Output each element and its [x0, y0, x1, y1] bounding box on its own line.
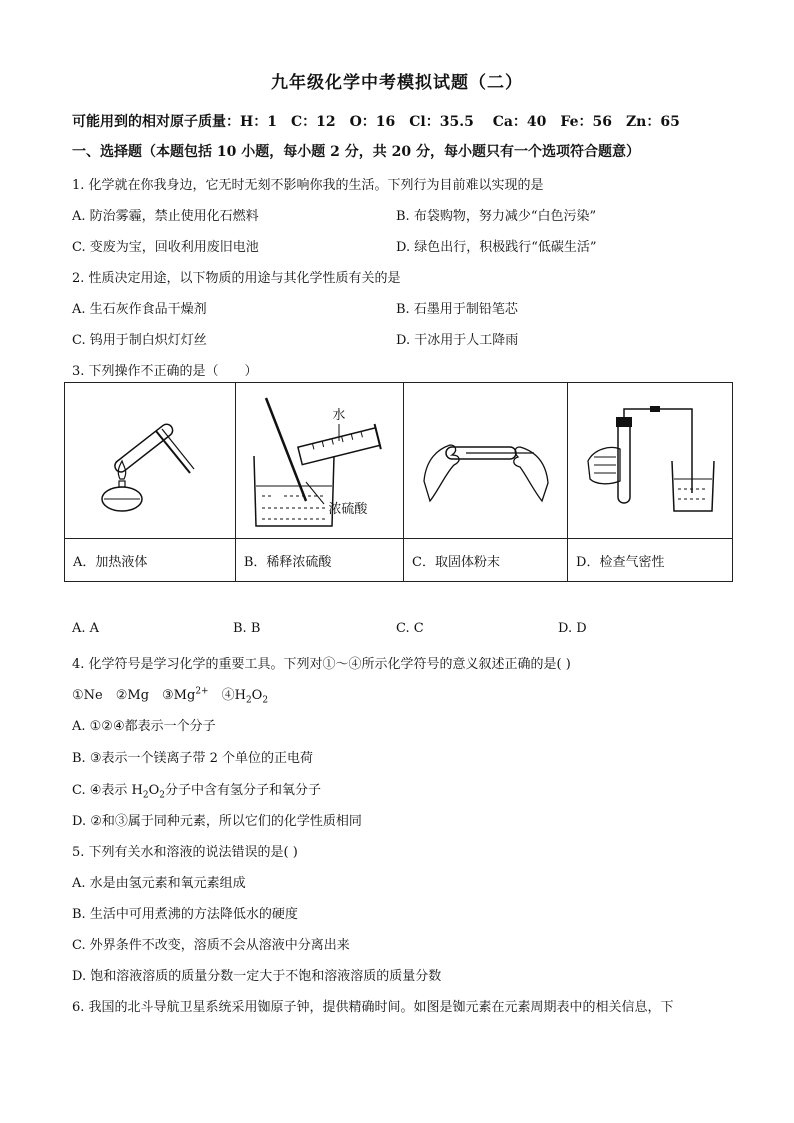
solid-powder-illustration — [416, 411, 556, 511]
q1-option-a: A. 防治雾霾，禁止使用化石燃料 — [72, 209, 259, 224]
section-heading: 一、选择题（本题包括 10 小题，每小题 2 分，共 20 分，每小题只有一个选项符合题意） — [72, 144, 640, 160]
q5-option-d: D. 饱和溶液溶质的质量分数一定大于不饱和溶液溶质的质量分数 — [72, 969, 442, 984]
page-title: 九年级化学中考模拟试题（二） — [271, 73, 523, 93]
q5-option-b: B. 生活中可用煮沸的方法降低水的硬度 — [72, 907, 298, 922]
atomic-mass-line: 可能用到的相对原子质量：H：1 C：12 O：16 Cl：35.5 Ca：40 Fe：56 Zn：65 — [72, 114, 680, 130]
q2-stem: 2. 性质决定用途，以下物质的用途与其化学性质有关的是 — [72, 271, 401, 286]
q5-option-c: C. 外界条件不改变，溶质不会从溶液中分离出来 — [72, 938, 350, 953]
q3-choice-d: D. D — [558, 621, 587, 636]
dilute-acid-illustration — [244, 386, 394, 536]
q2-option-c: C. 钨用于制白炽灯灯丝 — [72, 333, 207, 348]
q3-caption-d: D．检查气密性 — [568, 539, 733, 582]
q5-stem: 5. 下列有关水和溶液的说法错误的是( ) — [72, 845, 298, 860]
q6-stem: 6. 我国的北斗导航卫星系统采用铷原子钟，提供精确时间。如图是铷元素在元素周期表中的相关信息，下 — [72, 1000, 674, 1015]
q1-option-d: D. 绿色出行，积极践行“低碳生活” — [396, 240, 597, 255]
q3-choice-a: A. A — [72, 621, 100, 636]
q4-option-d: D. ②和③属于同种元素，所以它们的化学性质相同 — [72, 814, 362, 829]
q2-option-b: B. 石墨用于制铅笔芯 — [396, 302, 518, 317]
q4-option-b: B. ③表示一个镁离子带 2 个单位的正电荷 — [72, 751, 314, 766]
q4-stem: 4. 化学符号是学习化学的重要工具。下列对①～④所示化学符号的意义叙述正确的是( ) — [72, 657, 571, 672]
q3-caption-b: B．稀释浓硫酸 — [235, 539, 403, 582]
q5-option-a: A. 水是由氢元素和氧元素组成 — [72, 876, 246, 891]
q3-stem: 3. 下列操作不正确的是（ ） — [72, 364, 258, 379]
q3-experiment-table — [64, 382, 733, 582]
acid-label: 浓硫酸 — [328, 501, 368, 517]
q3-choice-b: B. B — [233, 621, 261, 636]
air-tightness-illustration — [580, 401, 720, 521]
q1-option-b: B. 布袋购物，努力减少“白色污染” — [396, 209, 597, 224]
q2-option-a: A. 生石灰作食品干燥剂 — [72, 302, 207, 317]
q3-caption-a: A．加热液体 — [65, 539, 236, 582]
q2-option-d: D. 干冰用于人工降雨 — [396, 333, 519, 348]
q3-image-d — [568, 383, 733, 539]
q4-option-c: C. ④表示 $H_2O_2$分子中含有氢分子和氧分子 — [72, 783, 322, 801]
q4-symbols: ①Ne ②Mg $③Mg^{2+}$ $④H_2O_2$ — [72, 686, 269, 706]
q1-stem: 1. 化学就在你我身边，它无时无刻不影响你我的生活。下列行为目前难以实现的是 — [72, 178, 544, 193]
water-label: 水 — [332, 407, 346, 423]
q3-choice-c: C. C — [396, 621, 424, 636]
q1-option-c: C. 变废为宝，回收利用废旧电池 — [72, 240, 259, 255]
q3-caption-c: C．取固体粉末 — [404, 539, 568, 582]
q4-option-a: A. ①②④都表示一个分子 — [72, 719, 216, 734]
q3-image-b — [235, 383, 403, 539]
q3-image-a — [65, 383, 236, 539]
heating-liquid-illustration — [90, 401, 210, 521]
q3-image-c — [404, 383, 568, 539]
